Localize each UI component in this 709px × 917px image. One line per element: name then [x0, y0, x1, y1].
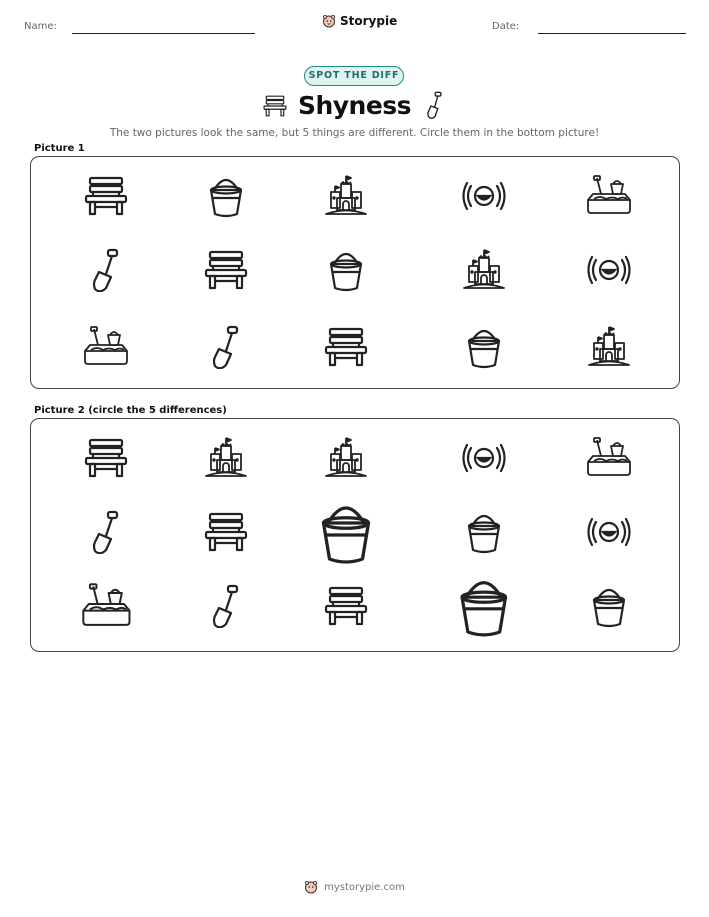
face-speaker-icon[interactable]	[585, 510, 633, 554]
date-label: Date:	[492, 21, 520, 32]
sandcastle-icon[interactable]	[322, 174, 370, 218]
sandbox-icon[interactable]	[80, 582, 133, 630]
picture-1-panel[interactable]	[30, 156, 680, 389]
brand-name: Storypie	[340, 14, 398, 28]
name-line[interactable]	[72, 33, 255, 34]
brand-logo	[322, 14, 397, 28]
mascot-icon	[304, 880, 318, 894]
face-speaker-icon[interactable]	[460, 174, 508, 218]
sandbox-icon[interactable]	[82, 325, 130, 369]
footer	[0, 880, 709, 894]
bucket-icon[interactable]	[460, 510, 508, 554]
sandcastle-icon[interactable]	[322, 436, 370, 480]
mascot-icon	[322, 14, 336, 28]
sandcastle-icon[interactable]	[585, 325, 633, 369]
face-speaker-icon[interactable]	[460, 436, 508, 480]
shovel-icon[interactable]	[82, 510, 130, 554]
bench-icon[interactable]	[322, 325, 370, 369]
page-title: Shyness	[297, 91, 412, 120]
bucket-icon[interactable]	[585, 584, 633, 628]
sandcastle-icon[interactable]	[202, 436, 250, 480]
bucket-icon[interactable]	[322, 248, 370, 292]
bucket-icon[interactable]	[310, 499, 382, 565]
shovel-icon[interactable]	[202, 325, 250, 369]
footer-url[interactable]: mystorypie.com	[324, 881, 405, 893]
bench-icon[interactable]	[322, 584, 370, 628]
picture-2-label: Picture 2 (circle the 5 differences)	[34, 405, 227, 416]
picture-1-label: Picture 1	[34, 143, 85, 154]
sandbox-icon[interactable]	[585, 174, 633, 218]
bench-icon[interactable]	[82, 174, 130, 218]
bucket-icon[interactable]	[202, 174, 250, 218]
bench-icon[interactable]	[202, 510, 250, 554]
shovel-icon	[424, 91, 444, 121]
date-line[interactable]	[538, 33, 686, 34]
face-speaker-icon[interactable]	[585, 248, 633, 292]
bench-icon[interactable]	[82, 436, 130, 480]
name-label: Name:	[24, 21, 57, 32]
shovel-icon[interactable]	[82, 248, 130, 292]
picture-2-panel[interactable]	[30, 418, 680, 652]
instructions: The two pictures look the same, but 5 things are different. Circle them in the bottom picture!	[109, 127, 600, 139]
spot-the-diff-badge: SPOT THE DIFF	[304, 66, 404, 86]
shovel-icon[interactable]	[202, 584, 250, 628]
bucket-icon[interactable]	[460, 325, 508, 369]
sandcastle-icon[interactable]	[460, 248, 508, 292]
bucket-icon[interactable]	[449, 574, 519, 638]
bench-icon[interactable]	[202, 248, 250, 292]
sandbox-icon[interactable]	[585, 436, 633, 480]
